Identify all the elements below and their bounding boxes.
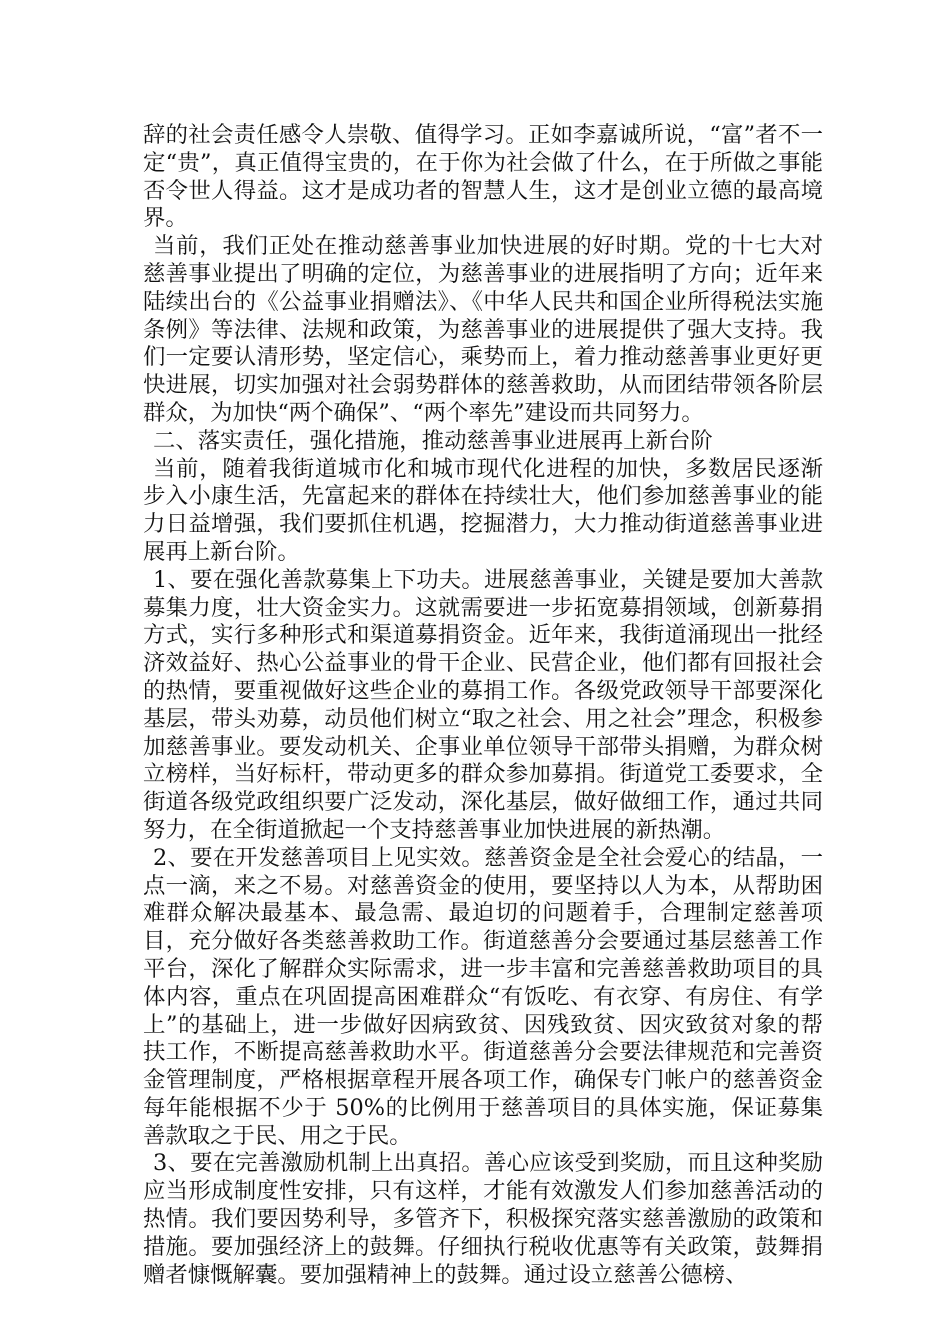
section-heading: 二、落实责任，强化措施，推动慈善事业进展再上新台阶 [153,427,713,454]
paragraph-item-1: 1、要在强化善款募集上下功夫。进展慈善事业，关键是要加大善款募集力度，壮大资金实力。这就需要进一步拓宽募捐领域，创新募捐方式，实行多种形式和渠道募捐资金。近年来，我街道涌现出一批经济效益好、热心公益事业的骨干企业、民营企业，他们都有回报社会的热情，要重视做好这些企业的募捐工作。各级党政领导干部要深化基层，带头劝募，动员他们树立“取之社会、用之社会”理念，积极参加慈善事业。要发动机关、企事业单位领导干部带头捐赠，为群众树立榜样，当好标杆，带动更多的群众参加募捐。街道党工委要求，全街道各级党政组织要广泛发动，深化基层，做好做细工作，通过共同努力，在全街道掀起一个支持慈善事业加快进展的新热潮。 [143,566,823,843]
paragraph-continuation: 辞的社会责任感令人崇敬、值得学习。正如李嘉诚所说，“富”者不一定“贵”，真正值得宝贵的，在于你为社会做了什么，在于所做之事能否令世人得益。这才是成功者的智慧人生，这才是创业立德的最高境界。 [143,122,823,232]
paragraph-current-situation: 当前，我们正处在推动慈善事业加快进展的好时期。党的十七大对慈善事业提出了明确的定位，为慈善事业的进展指明了方向；近年来陆续出台的《公益事业捐赠法》、《中华人民共和国企业所得税法实施条例》等法律、法规和政策，为慈善事业的进展提供了强大支持。我们一定要认清形势，坚定信心，乘势而上，着力推动慈善事业更好更快进展，切实加强对社会弱势群体的慈善救助，从而团结带领各阶层群众，为加快“两个确保”、“两个率先”建设而共同努力。 [143,233,823,426]
paragraph-item-3: 3、要在完善激励机制上出真招。善心应该受到奖励，而且这种奖励应当形成制度性安排，只有这样，才能有效激发人们参加慈善活动的热情。我们要因势利导，多管齐下，积极探究落实慈善激励的政策和措施。要加强经济上的鼓舞。仔细执行税收优惠等有关政策，鼓舞捐赠者慷慨解囊。要加强精神上的鼓舞。通过设立慈善公德榜、 [143,1150,823,1288]
paragraph-opportunity: 当前，随着我街道城市化和城市现代化进程的加快，多数居民逐渐步入小康生活，先富起来的群体在持续壮大，他们参加慈善事业的能力日益增强，我们要抓住机遇，挖掘潜力，大力推动街道慈善事业进展再上新台阶。 [143,455,823,565]
document-body [143,122,823,1289]
paragraph-item-2: 2、要在开发慈善项目上见实效。慈善资金是全社会爱心的结晶，一点一滴，来之不易。对慈善资金的使用，要坚持以人为本，从帮助困难群众解决最基本、最急需、最迫切的问题着手，合理制定慈善项目，充分做好各类慈善救助工作。街道慈善分会要通过基层慈善工作平台，深化了解群众实际需求，进一步丰富和完善慈善救助项目的具体内容，重点在巩固提高困难群众“有饭吃、有衣穿、有房住、有学上”的基础上，进一步做好因病致贫、因残致贫、因灾致贫对象的帮扶工作，不断提高慈善救助水平。街道慈善分会要法律规范和完善资金管理制度，严格根据章程开展各项工作，确保专门帐户的慈善资金每年能根据不少于 50%的比例用于慈善项目的具体实施，保证募集善款取之于民、用之于民。 [143,844,823,1149]
